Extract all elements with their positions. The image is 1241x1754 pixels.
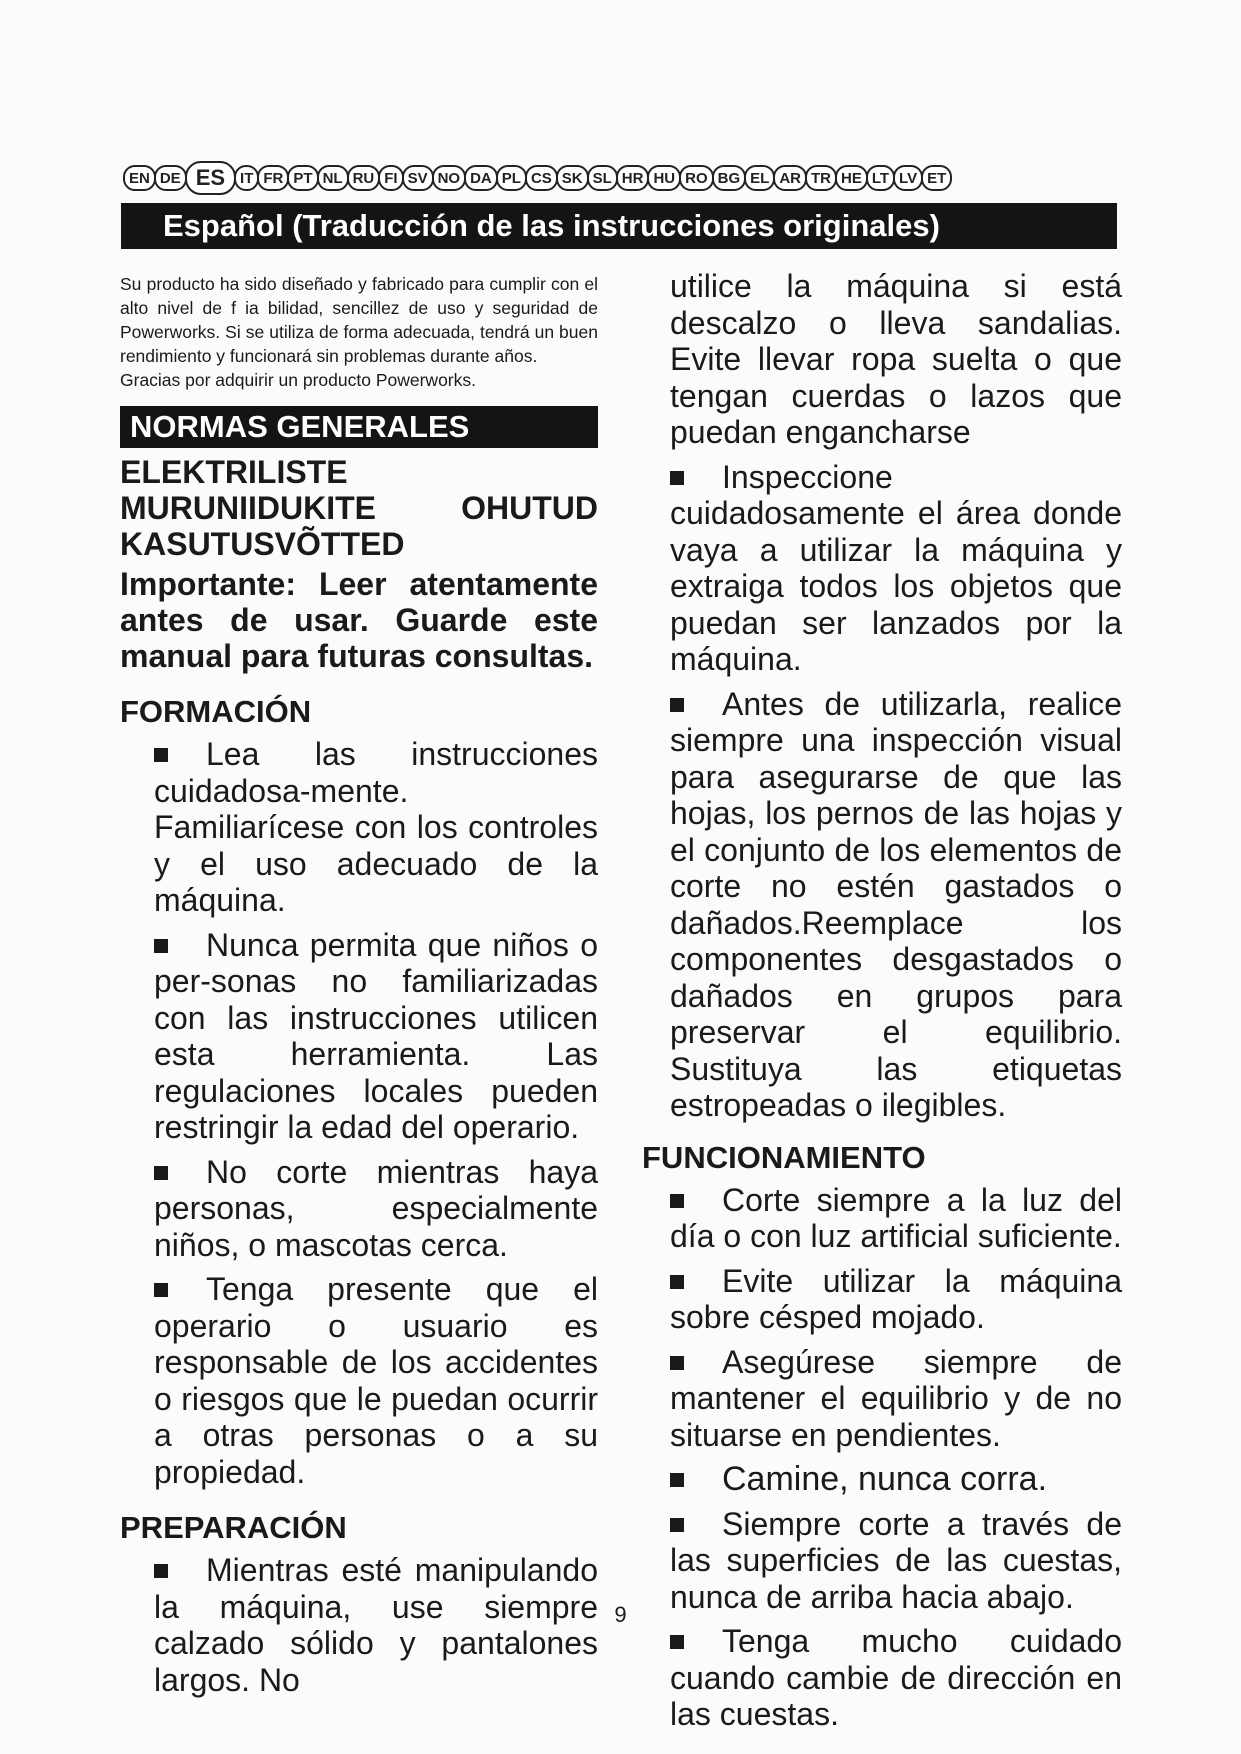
language-badge-sv: SV [402, 165, 434, 191]
list-item: Antes de utilizarla, realice siempre una inspección visual para asegurarse de que las hojas, los pernos de las hojas y el conjunto de los elementos de corte no estén gastados o dañados.Reemplace los componentes desgastados o dañados en grupos para preservar el equilibrio. Sustituya las etiquetas estropeadas o ilegibles. [670, 685, 1122, 1123]
bullet-icon [154, 1166, 168, 1180]
language-badge-sk: SK [556, 165, 589, 191]
intro-thanks: Gracias por adquirir un producto Powerworks. [120, 370, 476, 390]
language-badge-ar: AR [773, 165, 807, 191]
language-badge-el: EL [744, 165, 775, 191]
bullet-icon [154, 1283, 168, 1297]
language-badge-cs: CS [525, 165, 558, 191]
language-badge-lt: LT [866, 165, 895, 191]
language-badge-he: HE [835, 165, 868, 191]
language-badge-bg: BG [712, 165, 747, 191]
language-badge-en: EN [123, 165, 156, 191]
bullet-icon [670, 1635, 684, 1649]
left-column [120, 272, 598, 1706]
language-badge-da: DA [464, 165, 498, 191]
language-badge-pl: PL [496, 165, 527, 191]
bullet-icon [670, 1194, 684, 1208]
language-badge-sl: SL [587, 165, 618, 191]
list-item: Lea las instrucciones cuidadosa-mente. Familiarícese con los controles y el uso adecuado de la máquina. [154, 736, 598, 918]
list-item: No corte mientras haya personas, especialmente niños, o mascotas cerca. [154, 1153, 598, 1263]
funcionamiento-heading: FUNCIONAMIENTO [642, 1139, 926, 1175]
list-item: Evite utilizar la máquina sobre césped mojado. [670, 1262, 1122, 1335]
language-selector [123, 162, 1123, 194]
page-number: 9 [614, 1602, 627, 1627]
bullet-icon [670, 1473, 684, 1487]
safety-title: ELEKTRILISTE MURUNIIDUKITE OHUTUD KASUTUSVÕTTED [120, 454, 598, 562]
list-item: Siempre corte a través de las superficies de las cuestas, nunca de arriba hacia abajo. [670, 1505, 1122, 1615]
language-badge-hr: HR [616, 165, 650, 191]
list-item: Inspeccione cuidadosamente el área donde vaya a utilizar la máquina y extraiga todos los objetos que puedan ser lanzados por la máquina. [670, 458, 1122, 677]
bullet-icon [670, 471, 684, 485]
list-item: Tenga presente que el operario o usuario es responsable de los accidentes o riesgos que le puedan ocurrir a otras personas o a su propiedad. [154, 1271, 598, 1490]
list-item: Camine, nunca corra. [670, 1461, 1122, 1498]
language-badge-no: NO [432, 165, 467, 191]
bullet-icon [670, 1356, 684, 1370]
language-badge-es: ES [185, 161, 236, 195]
list-item: Asegúrese siempre de mantener el equilibrio y de no situarse en pendientes. [670, 1343, 1122, 1453]
bullet-icon [670, 1518, 684, 1532]
language-badge-lv: LV [893, 165, 923, 191]
preparacion-heading: PREPARACIÓN [120, 1510, 347, 1545]
language-badge-de: DE [154, 165, 187, 191]
language-badge-fi: FI [378, 165, 403, 191]
list-item: Corte siempre a la luz del día o con luz artificial suficiente. [670, 1181, 1122, 1254]
language-badge-tr: TR [805, 165, 837, 191]
list-item: Nunca permita que niños o per-sonas no familiarizadas con las instrucciones utilicen esta herramienta. Las regulaciones locales pueden restringir la edad del operario. [154, 926, 598, 1145]
list-item: Tenga mucho cuidado cuando cambie de dirección en las cuestas. [670, 1623, 1122, 1732]
language-badge-ru: RU [347, 165, 381, 191]
formacion-heading: FORMACIÓN [120, 694, 312, 729]
language-badge-ro: RO [679, 165, 714, 191]
bullet-icon [154, 748, 168, 762]
bullet-icon [670, 698, 684, 712]
language-badge-hu: HU [647, 165, 681, 191]
intro-text: Su producto ha sido diseñado y fabricado para cumplir con el alto nivel de f ia bilidad, sencillez de uso y seguridad de Powerworks. Si se utiliza de forma adecuada, tendrá un buen rendimiento y funcionará sin problemas durante años. [120, 274, 598, 366]
page-title: Español (Traducción de las instrucciones originales) [121, 203, 1117, 249]
section-title: NORMAS GENERALES [120, 406, 598, 448]
language-badge-et: ET [921, 165, 952, 191]
language-badge-fr: FR [257, 165, 289, 191]
list-item: Mientras esté manipulando la máquina, use siempre calzado sólido y pantalones largos. No [154, 1552, 598, 1698]
continuation-text: utilice la máquina si está descalzo o lleva sandalias. Evite llevar ropa suelta o que tengan cuerdas o lazos que puedan engancharse [670, 268, 1122, 450]
important-note: Importante: Leer atentamente antes de usar. Guarde este manual para futuras consultas. [120, 566, 598, 674]
bullet-icon [670, 1275, 684, 1289]
language-badge-nl: NL [317, 165, 349, 191]
right-column [642, 268, 1122, 1741]
language-badge-pt: PT [287, 165, 318, 191]
bullet-icon [154, 1564, 168, 1578]
language-badge-it: IT [234, 165, 259, 191]
bullet-icon [154, 939, 168, 953]
